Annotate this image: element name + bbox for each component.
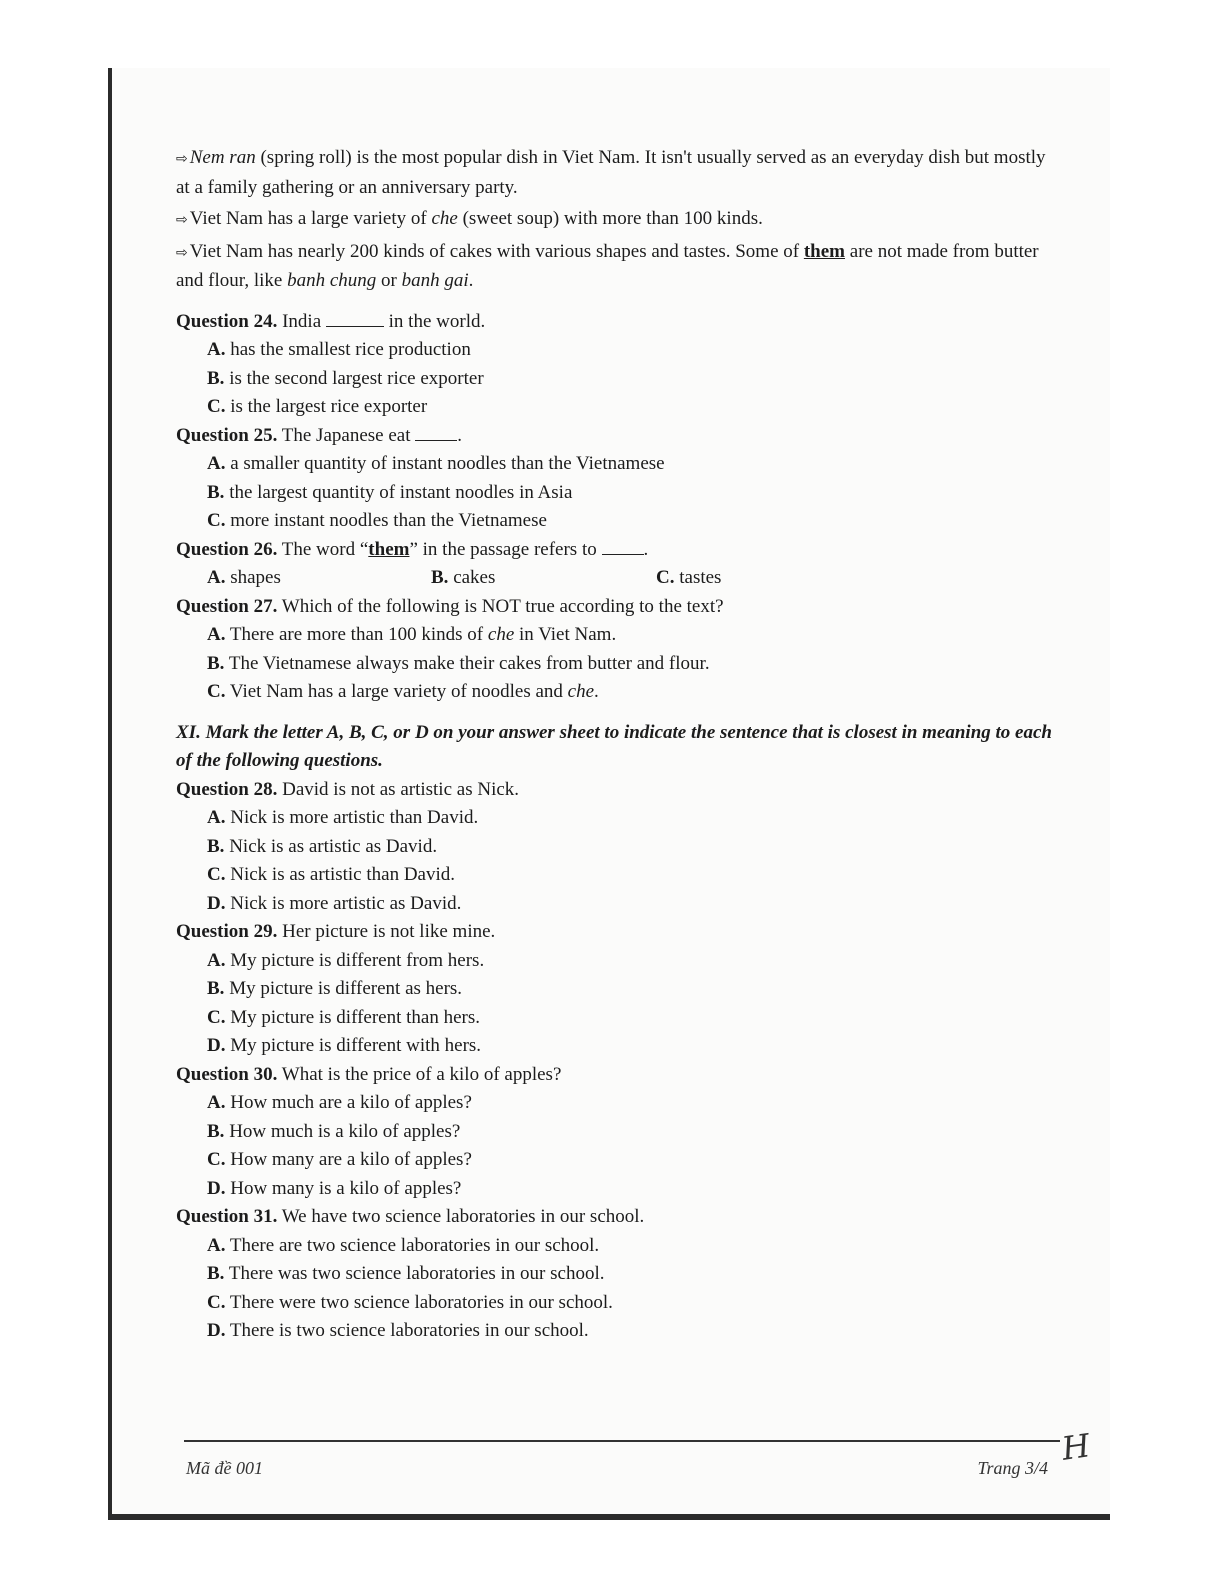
option-text: How many are a kilo of apples? <box>225 1149 472 1170</box>
option-b <box>176 833 1061 862</box>
option-text: Nick is as artistic as David. <box>224 835 438 857</box>
option-text: There are two science laboratories in our school. <box>225 1234 600 1256</box>
question-29 <box>176 918 1061 947</box>
option-text: the largest quantity of instant noodles in Asia <box>224 481 573 503</box>
option-letter: B. <box>207 1263 225 1284</box>
option-text: Her picture is not like mine. <box>277 921 496 942</box>
option-text: cakes <box>448 567 496 588</box>
option-text: banh chung <box>287 270 377 291</box>
option-text: How much is a kilo of apples? <box>224 1120 461 1142</box>
option-text: Question 24. <box>176 310 278 332</box>
option-text: How much are a kilo of apples? <box>225 1092 472 1113</box>
option-a <box>207 564 431 593</box>
option-text: che <box>567 681 595 702</box>
option-text: Nick is more artistic as David. <box>225 892 462 914</box>
question-26 <box>176 536 1061 565</box>
option-b <box>176 365 1061 394</box>
option-text: My picture is different with hers. <box>225 1035 482 1056</box>
option-text: has the smallest rice production <box>225 339 471 360</box>
option-text: in the world. <box>383 310 486 332</box>
answer-blank <box>326 308 384 327</box>
option-letter: A. <box>207 1092 226 1113</box>
option-letter: C. <box>656 567 675 588</box>
option-letter: D. <box>207 1177 226 1199</box>
option-text: There were two science laboratories in our school. <box>225 1291 613 1313</box>
arrow-icon: ⇨ <box>176 244 188 261</box>
option-text: is the largest rice exporter <box>225 396 428 417</box>
exam-code: Mã đề 001 <box>186 1458 263 1478</box>
option-letter: C. <box>207 1149 226 1170</box>
option-text: in Viet Nam. <box>514 624 617 645</box>
option-letter: C. <box>207 396 226 417</box>
option-a <box>176 804 1061 833</box>
option-a <box>176 1232 1061 1261</box>
option-text: We have two science laboratories in our school. <box>277 1206 645 1227</box>
option-d <box>176 1317 1061 1346</box>
option-text: a smaller quantity of instant noodles than the Vietnamese <box>225 453 665 474</box>
page-sheet <box>108 68 1110 1520</box>
option-letter: D. <box>207 1320 226 1341</box>
arrow-icon: ⇨ <box>176 212 188 228</box>
option-text: The word “ <box>277 538 369 560</box>
option-c <box>176 1289 1061 1318</box>
option-letter: B. <box>207 835 225 857</box>
option-letter: B. <box>207 978 225 999</box>
option-b <box>431 564 656 593</box>
option-letter: C. <box>207 864 226 885</box>
passage-paragraph-3 <box>176 238 1061 296</box>
option-text: Which of the following is NOT true according to the text? <box>277 595 724 617</box>
option-text: The Vietnamese always make their cakes from butter and flour. <box>224 652 710 674</box>
option-text: . <box>468 270 474 291</box>
initials-signature-mark: H <box>1059 1426 1093 1468</box>
option-c <box>176 1004 1061 1033</box>
option-d <box>176 1175 1061 1204</box>
option-letter: B. <box>207 481 225 503</box>
passage-paragraph-1 <box>176 144 1061 202</box>
question-31 <box>176 1203 1061 1232</box>
option-c <box>176 1146 1061 1175</box>
option-text: . <box>643 538 649 560</box>
option-c <box>176 507 1061 536</box>
option-b <box>176 1118 1061 1147</box>
term-che: che <box>431 208 458 229</box>
option-c <box>176 678 1061 707</box>
option-text: shapes <box>225 567 281 588</box>
option-letter: A. <box>207 1234 226 1256</box>
option-letter: A. <box>207 453 226 474</box>
option-text: What is the price of a kilo of apples? <box>277 1063 562 1085</box>
option-text: My picture is different than hers. <box>225 1006 480 1028</box>
question-24 <box>176 308 1061 337</box>
option-a <box>176 947 1061 976</box>
page-number: Trang 3/4 <box>977 1458 1048 1478</box>
question-30 <box>176 1061 1061 1090</box>
option-text: (spring roll) is the most popular dish in Viet Nam. It isn't usually served as an everyday dish but mostly at a family gathering or an anniversary party. <box>176 147 1046 198</box>
answer-blank <box>415 422 457 441</box>
passage-paragraph-2 <box>176 205 1061 235</box>
option-a <box>176 621 1061 650</box>
option-text: Question 25. <box>176 424 278 446</box>
option-text: How many is a kilo of apples? <box>225 1177 462 1199</box>
option-text: Nick is as artistic than David. <box>225 864 456 885</box>
option-text: My picture is different as hers. <box>224 978 463 999</box>
section-heading: XI. Mark the letter A, B, C, or D on your answer sheet to indicate the sentence that is closest in meaning to each of the following questions. <box>176 721 1052 771</box>
underlined-them: them <box>803 240 846 262</box>
option-letter: C. <box>207 1006 226 1028</box>
option-text: che <box>487 624 515 645</box>
option-text: or <box>376 270 402 291</box>
option-text: Viet Nam has a large variety of <box>189 208 432 229</box>
option-c <box>176 861 1061 890</box>
option-text: tastes <box>674 567 722 588</box>
option-b <box>176 1260 1061 1289</box>
option-letter: A. <box>207 949 226 971</box>
option-text: are not made from butter and flour, like <box>176 240 1039 291</box>
option-b <box>176 975 1061 1004</box>
option-letter: D. <box>207 892 226 914</box>
option-text: Question 27. <box>176 595 278 617</box>
question-25 <box>176 422 1061 451</box>
footer-divider <box>184 1440 1060 1442</box>
option-c <box>656 564 721 593</box>
option-letter: C. <box>207 510 226 531</box>
option-d <box>176 1032 1061 1061</box>
option-text: David is not as artistic as Nick. <box>277 778 520 800</box>
option-text: Question 31. <box>176 1206 278 1227</box>
arrow-icon: ⇨ <box>176 151 188 167</box>
option-text: Viet Nam has nearly 200 kinds of cakes with various shapes and tastes. Some of <box>189 240 804 262</box>
option-letter: A. <box>207 567 226 588</box>
option-text: (sweet soup) with more than 100 kinds. <box>457 208 763 229</box>
option-letter: B. <box>431 567 449 588</box>
answer-blank <box>602 536 644 555</box>
option-letter: A. <box>207 624 226 645</box>
option-text: There was two science laboratories in our school. <box>224 1263 605 1284</box>
option-a <box>176 336 1061 365</box>
option-b <box>176 479 1061 508</box>
option-letter: B. <box>207 652 225 674</box>
option-letter: B. <box>207 367 225 389</box>
page-content <box>176 144 1061 1346</box>
option-text: Question 30. <box>176 1063 278 1085</box>
option-text: Nick is more artistic than David. <box>225 807 479 828</box>
option-text: India <box>277 310 326 332</box>
option-text: My picture is different from hers. <box>225 949 485 971</box>
option-text: Question 28. <box>176 778 278 800</box>
option-a <box>176 450 1061 479</box>
option-b <box>176 650 1061 679</box>
option-text: more instant noodles than the Vietnamese <box>225 510 547 531</box>
option-letter: A. <box>207 339 226 360</box>
inline-options <box>176 564 1061 593</box>
question-27 <box>176 593 1061 622</box>
option-letter: B. <box>207 1120 225 1142</box>
option-text: The Japanese eat <box>277 424 416 446</box>
underlined-them: them <box>368 538 410 560</box>
option-letter: D. <box>207 1035 226 1056</box>
option-letter: C. <box>207 681 226 702</box>
option-letter: A. <box>207 807 226 828</box>
option-text: banh gai <box>401 270 469 291</box>
option-letter: C. <box>207 1291 226 1313</box>
term-nem-ran: Nem ran <box>189 147 256 168</box>
option-c <box>176 393 1061 422</box>
option-text: Question 26. <box>176 538 278 560</box>
option-text: . <box>594 681 599 702</box>
option-text: is the second largest rice exporter <box>224 367 484 389</box>
option-text: There is two science laboratories in our school. <box>225 1320 589 1341</box>
option-a <box>176 1089 1061 1118</box>
option-text: ” in the passage refers to <box>409 538 602 560</box>
question-28 <box>176 776 1061 805</box>
option-text: Viet Nam has a large variety of noodles and <box>225 681 568 702</box>
option-d <box>176 890 1061 919</box>
option-text: Question 29. <box>176 921 278 942</box>
option-text: . <box>457 424 462 446</box>
option-text: There are more than 100 kinds of <box>225 624 488 645</box>
